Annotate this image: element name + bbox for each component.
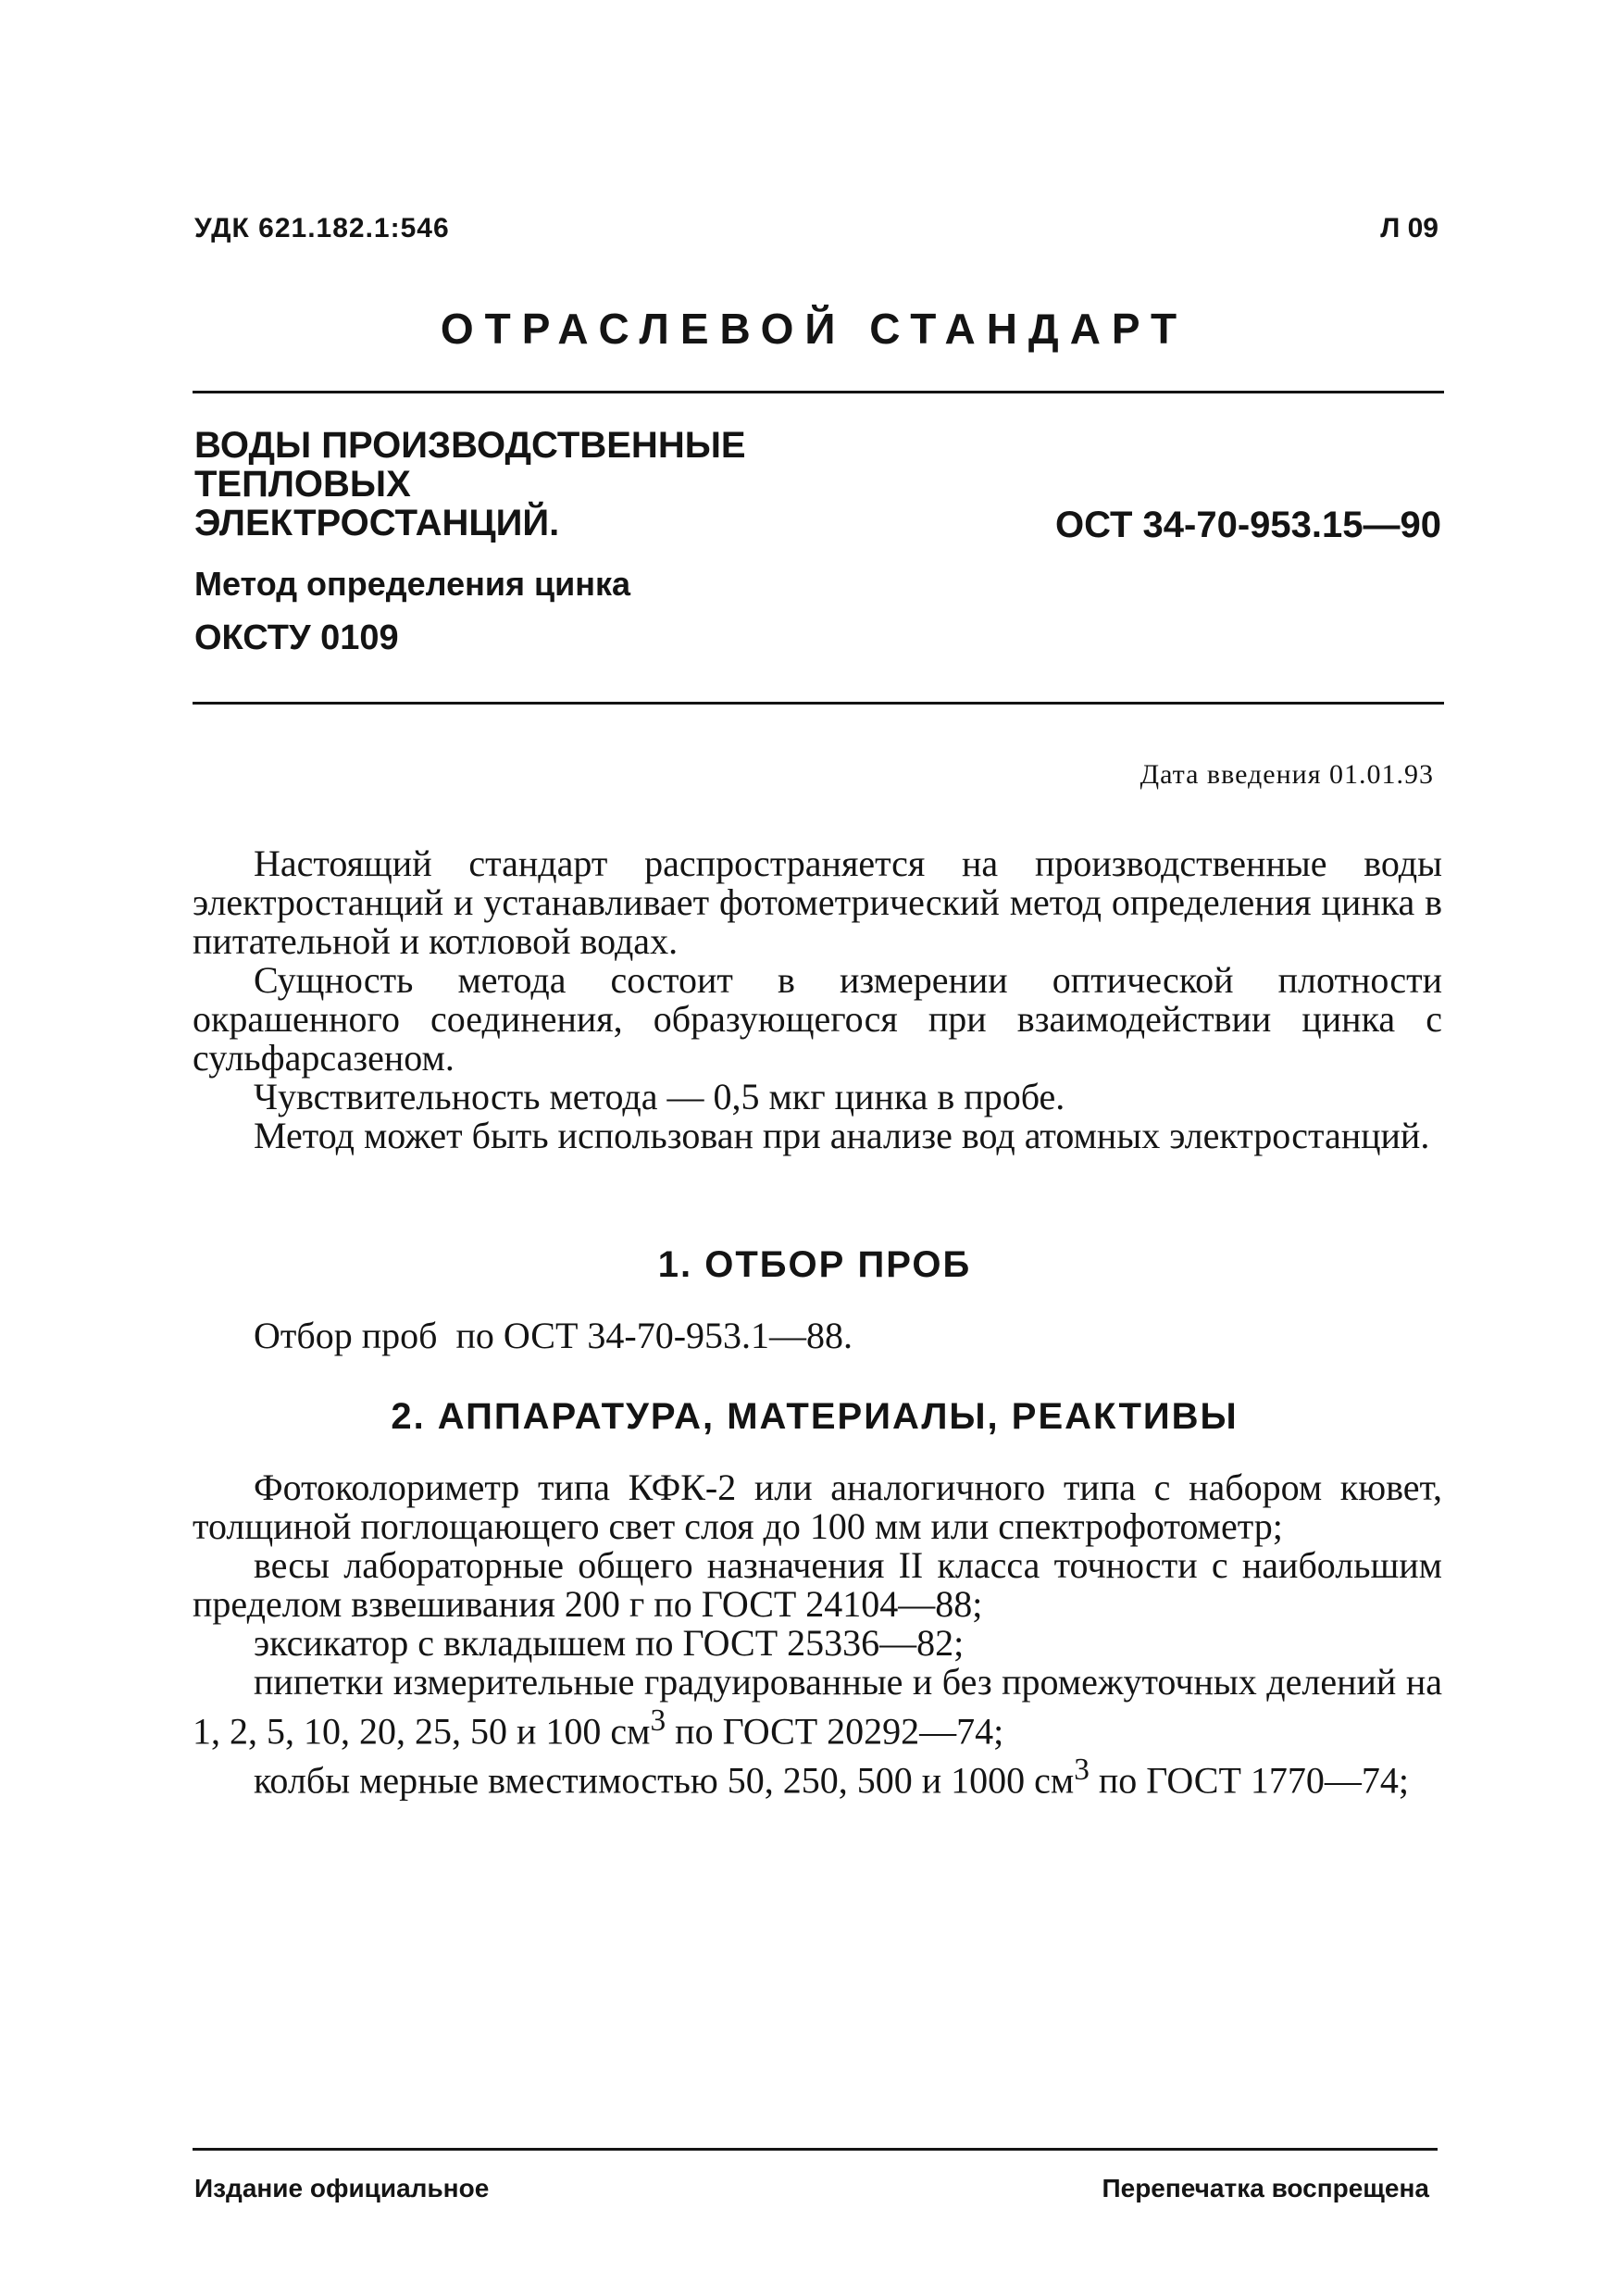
equipment-item-5-text: колбы мерные вместимостью 50, 250, 500 и 1000 см — [254, 1759, 1075, 1802]
section-2-body — [193, 1468, 1442, 1801]
standard-type-title: ОТРАСЛЕВОЙ СТАНДАРТ — [440, 305, 1189, 353]
method-subtitle: Метод определения цинка — [194, 565, 631, 603]
document-title — [194, 426, 898, 543]
section-1-text: Отбор проб по ОСТ 34-70-953.1—88. — [254, 1315, 853, 1356]
intro-section — [193, 844, 1442, 1155]
intro-paragraph-4: Метод может быть использован при анализе вод атомных электростанций. — [254, 1115, 1430, 1156]
equipment-item-2: весы лабораторные общего назначения II класса точности с наибольшим пределом взвешивания 200 г по ГОСТ 24104—88; — [193, 1544, 1442, 1625]
equipment-item-4-standard: по ГОСТ 20292—74; — [666, 1710, 1004, 1753]
classification-code: Л 09 — [1380, 213, 1438, 243]
reprint-prohibited-note: Перепечатка воспрещена — [1102, 2174, 1429, 2202]
udk-code: УДК 621.182.1:546 — [194, 213, 450, 243]
equipment-item-5 — [193, 1751, 1442, 1800]
footer-divider — [193, 2148, 1438, 2151]
official-edition-note: Издание официальное — [194, 2174, 490, 2202]
equipment-item-4 — [193, 1663, 1442, 1751]
title-divider — [193, 702, 1444, 705]
section-2-heading: 2. АППАРАТУРА, МАТЕРИАЛЫ, РЕАКТИВЫ — [391, 1396, 1239, 1437]
title-line-2: ТЕПЛОВЫХ — [194, 464, 411, 505]
okstu-code: ОКСТУ 0109 — [194, 618, 399, 657]
equipment-item-3: эксикатор с вкладышем по ГОСТ 25336—82; — [254, 1622, 965, 1664]
intro-paragraph-3: Чувствительность метода — 0,5 мкг цинка в пробе. — [254, 1076, 1065, 1117]
section-1-heading: 1. ОТБОР ПРОБ — [657, 1244, 972, 1285]
top-divider — [193, 391, 1444, 393]
unit-superscript: 3 — [650, 1703, 666, 1738]
unit-superscript: 3 — [1074, 1753, 1090, 1788]
effective-date: Дата введения 01.01.93 — [1140, 759, 1434, 790]
section-1-body — [193, 1316, 1442, 1355]
equipment-item-1: Фотоколориметр типа КФК-2 или аналогичного типа с набором кювет, толщиной поглощающего свет слоя до 100 мм или спектрофотометр; — [193, 1466, 1442, 1547]
standard-designation: ОСТ 34-70-953.15—90 — [1054, 505, 1441, 545]
equipment-item-5-standard: по ГОСТ 1770—74; — [1089, 1759, 1410, 1802]
title-line-1: ВОДЫ ПРОИЗВОДСТВЕННЫЕ — [194, 425, 746, 466]
intro-paragraph-1: Настоящий стандарт распространяется на производственные воды электростанций и устанавливает фотометрический метод определения цинка в питательной и котловой водах. — [193, 842, 1442, 962]
equipment-item-4-text: пипетки измерительные градуированные и без промежуточных делений на 1, 2, 5, 10, 20, 25, 50 и 100 см — [193, 1661, 1442, 1753]
intro-paragraph-2: Сущность метода состоит в измерении оптической плотности окрашенного соединения, образующегося при взаимодействии цинка с сульфарсазеном. — [193, 959, 1442, 1079]
title-line-3: ЭЛЕКТРОСТАНЦИЙ. — [194, 503, 560, 543]
